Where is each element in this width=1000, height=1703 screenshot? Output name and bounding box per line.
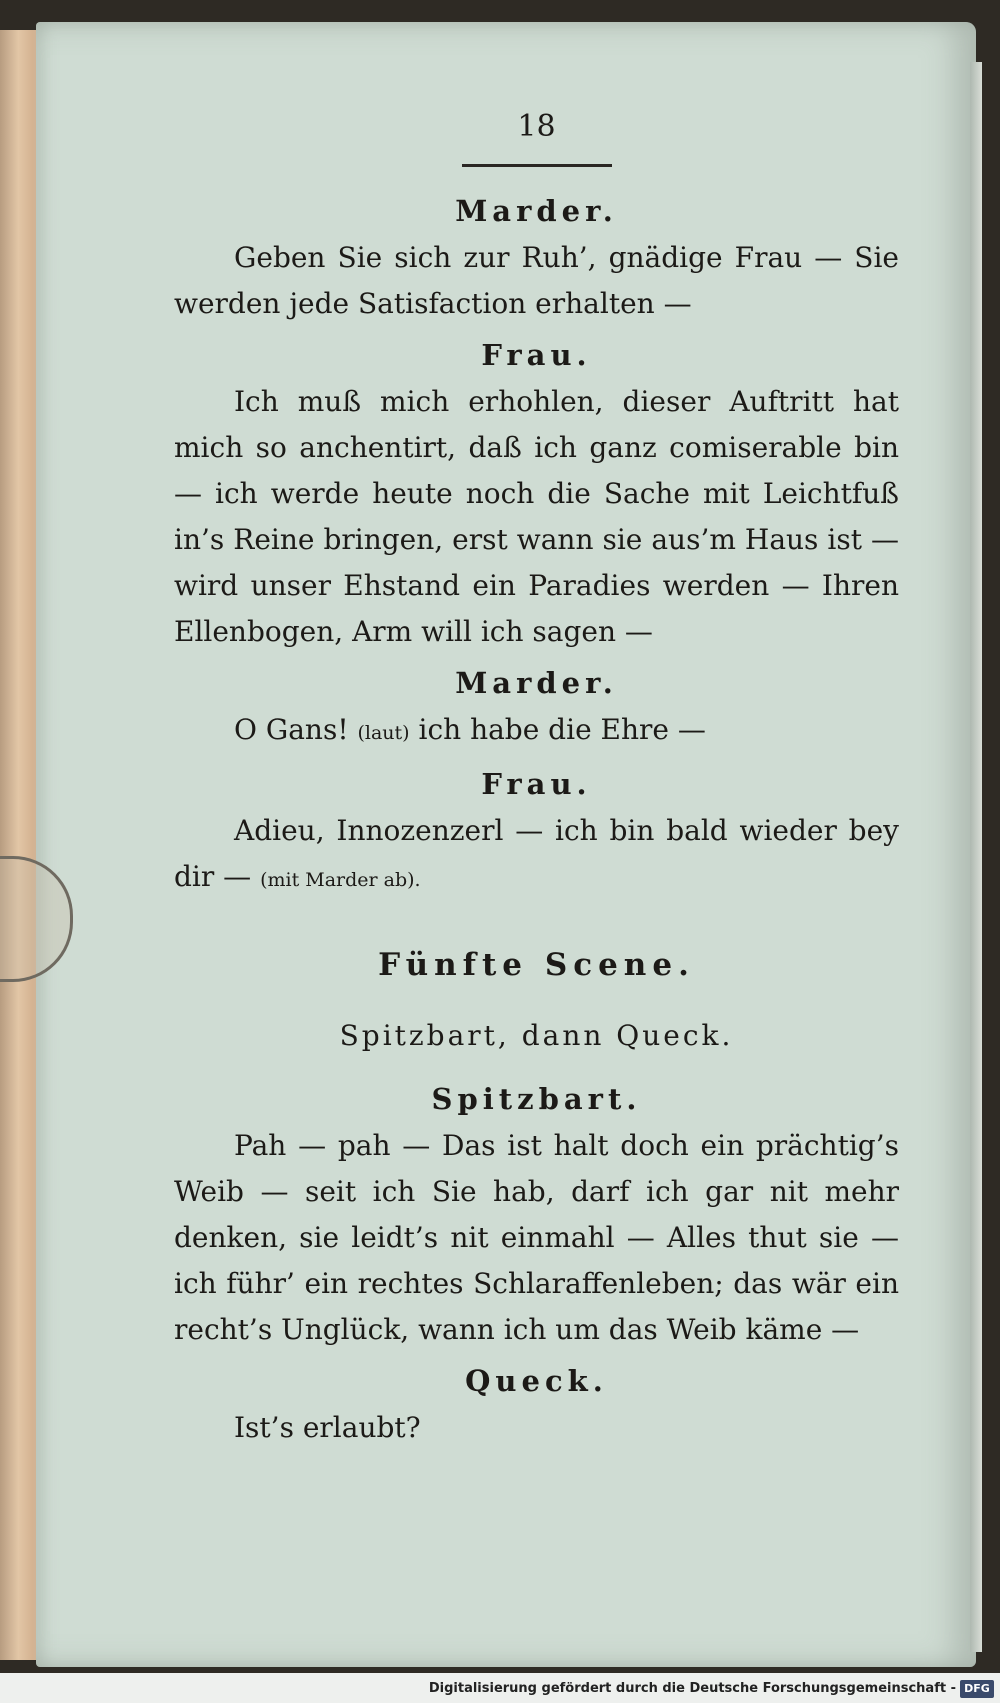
speaker-name: Marder. bbox=[455, 666, 618, 700]
header-rule bbox=[462, 164, 612, 167]
speech-text bbox=[174, 707, 899, 756]
speaker-name: Marder. bbox=[455, 194, 618, 228]
footer-bar bbox=[0, 1673, 1000, 1703]
speech-text: Geben Sie sich zur Ruh’, gnädige Frau — Sie werden jede Satisfaction erhalten — bbox=[174, 241, 899, 320]
dfg-logo-icon: DFG bbox=[960, 1680, 994, 1698]
page-edge bbox=[970, 62, 982, 1652]
scene-heading: Fünfte Scene. bbox=[378, 947, 695, 983]
speaker-name: Frau. bbox=[481, 338, 592, 372]
page-number: 18 bbox=[517, 109, 556, 144]
speech-text: Ich muß mich erhohlen, dieser Auftritt hat mich so anchentirt, daß ich ganz comiserable bin — ich werde heute noch die Sache mit Leichtfuß in’s Reine bringen, erst wann sie aus’m Haus ist — wird unser Ehstand ein Paradies werden — Ihren Ellenbogen, Arm will ich sagen — bbox=[174, 385, 899, 648]
stage-direction: (mit Marder ab). bbox=[260, 869, 421, 891]
scene-persons: Spitzbart, dann Queck. bbox=[339, 1019, 734, 1052]
speaker-name: Frau. bbox=[481, 767, 592, 801]
speech-text: Ist’s erlaubt? bbox=[234, 1411, 421, 1444]
stage-direction: (laut) bbox=[357, 722, 410, 744]
speech-text bbox=[174, 808, 899, 903]
speech-part: O Gans! bbox=[234, 713, 358, 746]
speech-text: Pah — pah — Das ist halt doch ein prächtig’s Weib — seit ich Sie hab, darf ich gar nit mehr denken, sie leidt’s nit einmahl — Alles thut sie — ich führ’ ein rechtes Schlaraffenleben; das wär ein recht’s Unglück, wann ich um das Weib käme — bbox=[174, 1129, 899, 1346]
funding-notice: Digitalisierung gefördert durch die Deutsche Forschungsgemeinschaft - bbox=[428, 1681, 956, 1696]
speech-part: Adieu, Innozenzerl — ich bin bald wieder bey dir — bbox=[174, 814, 899, 893]
speaker-name: Spitzbart. bbox=[431, 1082, 642, 1116]
speaker-name: Queck. bbox=[465, 1364, 608, 1398]
speech-part: ich habe die Ehre — bbox=[409, 713, 706, 746]
page-content bbox=[174, 100, 899, 1455]
